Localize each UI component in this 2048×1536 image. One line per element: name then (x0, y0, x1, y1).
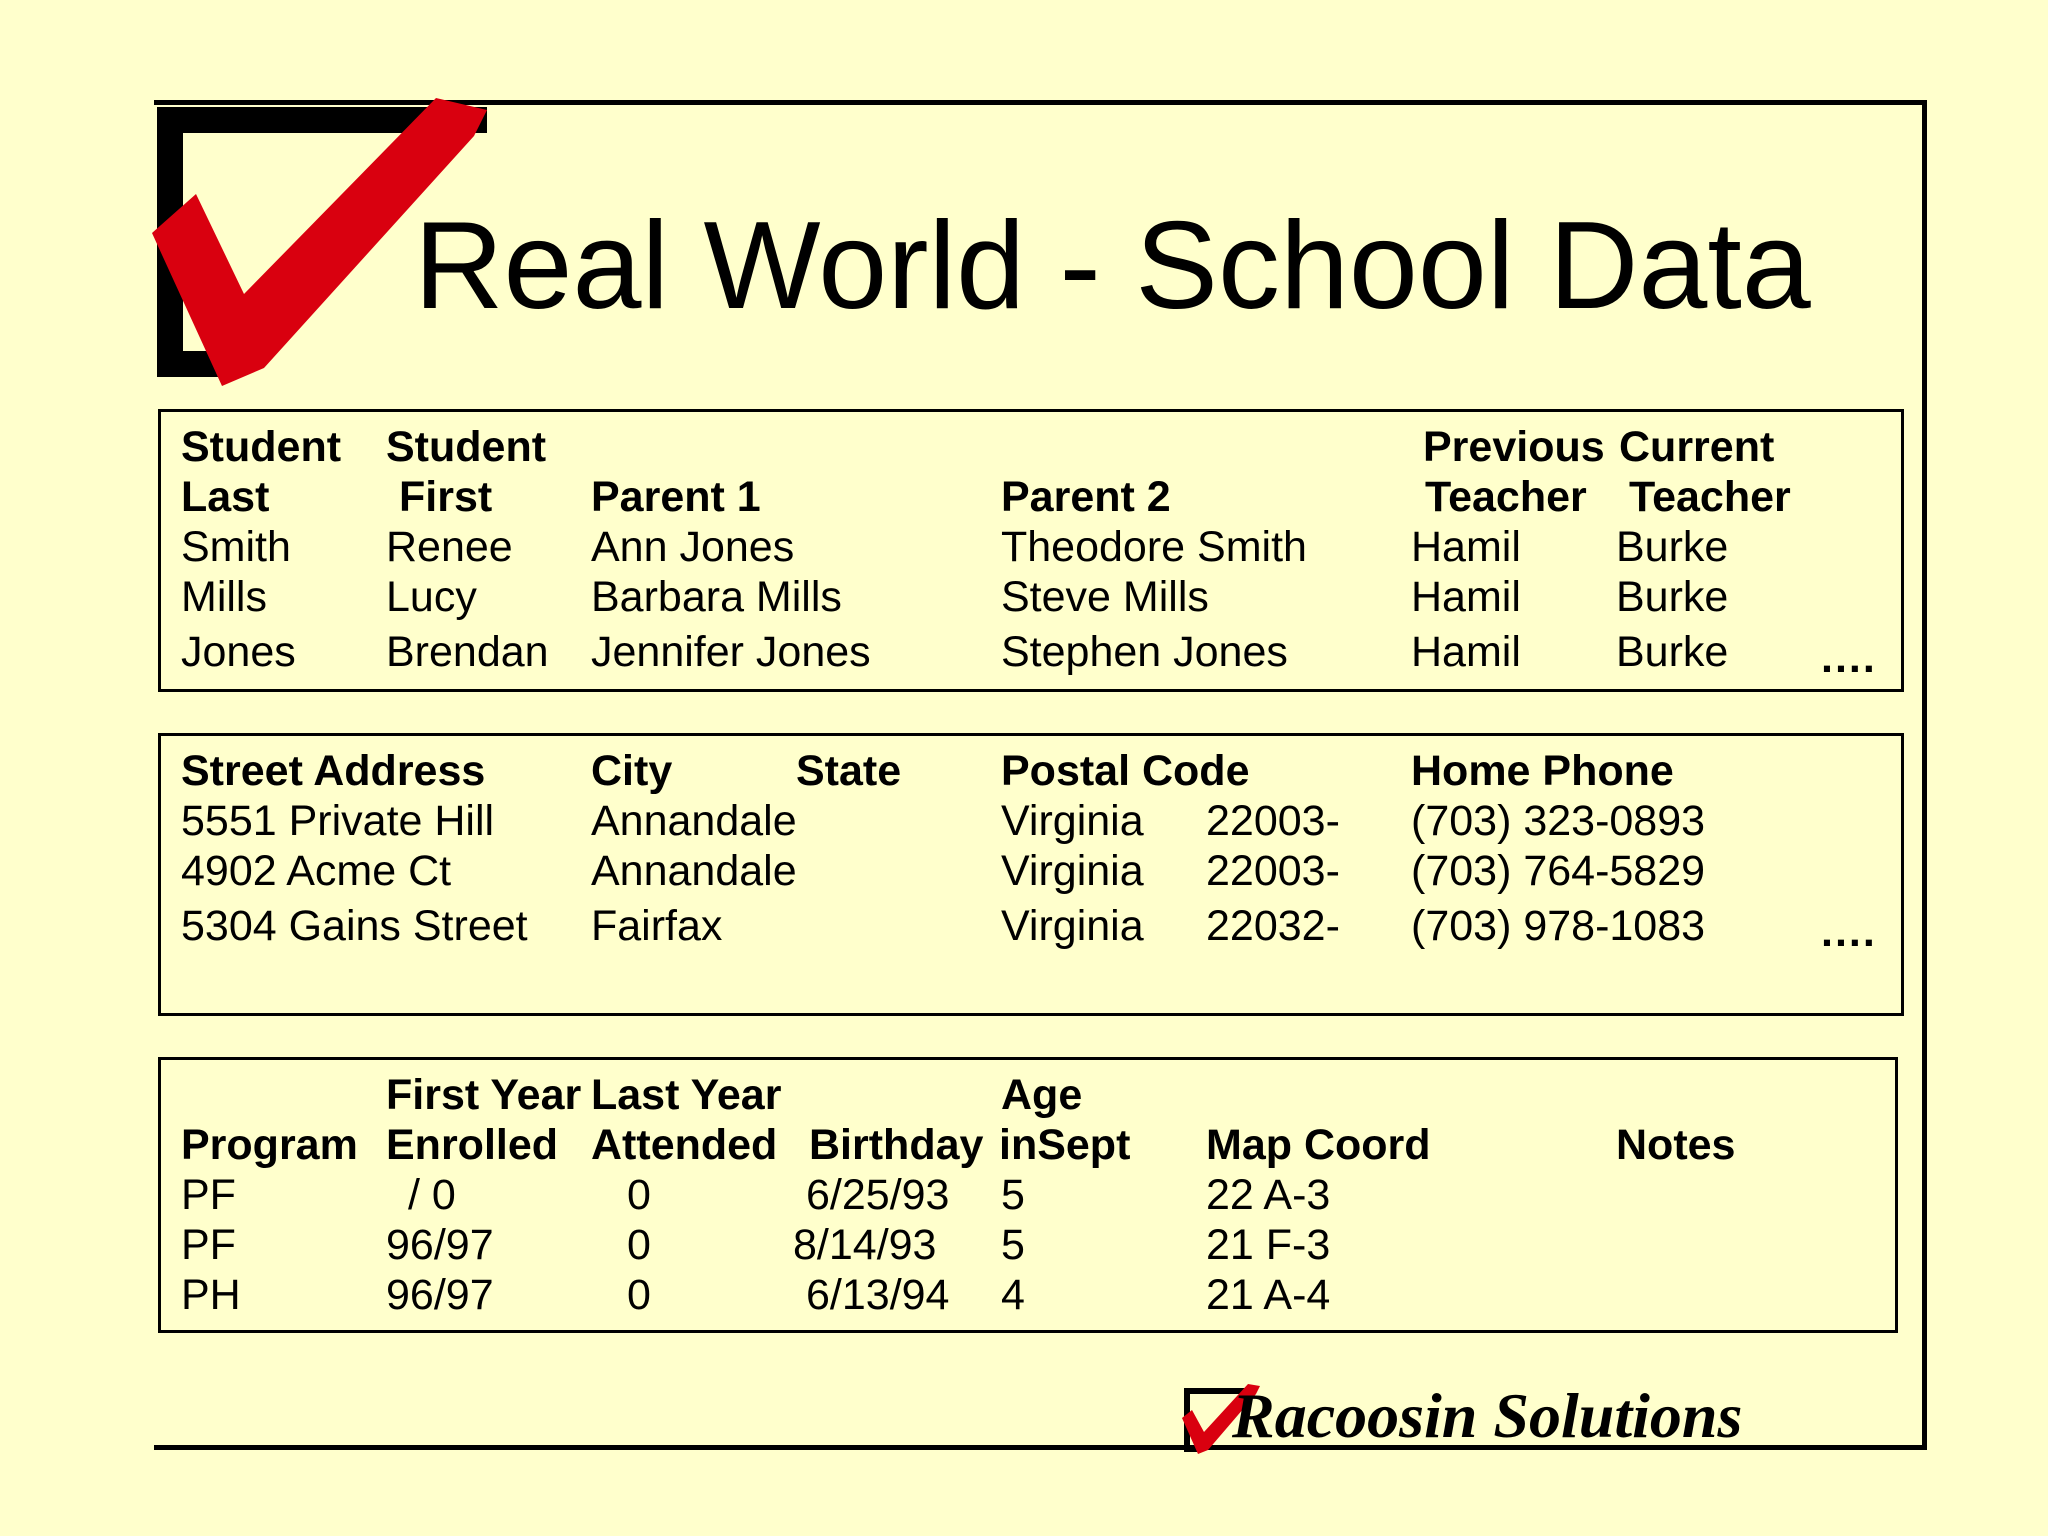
cell-birthday: 6/13/94 (806, 1271, 950, 1319)
cell-parent2: Stephen Jones (1001, 628, 1288, 676)
cell-prev-teacher: Hamil (1411, 573, 1521, 621)
cell-age: 5 (1001, 1221, 1025, 1269)
header-first-year-1: First Year (386, 1071, 582, 1119)
cell-street: 4902 Acme Ct (181, 847, 452, 895)
cell-enrolled: 96/97 (386, 1221, 494, 1269)
ellipsis: .... (1821, 634, 1877, 682)
cell-curr-teacher: Burke (1616, 628, 1729, 676)
company-logo (1182, 1378, 1782, 1458)
cell-map: 21 A-4 (1206, 1271, 1331, 1319)
header-parent1: Parent 1 (591, 473, 761, 521)
header-program: Program (181, 1121, 358, 1169)
cell-age: 5 (1001, 1171, 1025, 1219)
cell-birthday: 8/14/93 (793, 1221, 937, 1269)
header-student-first-2: First (399, 473, 493, 521)
program-panel (158, 1057, 1898, 1333)
cell-map: 22 A-3 (1206, 1171, 1331, 1219)
cell-age: 4 (1001, 1271, 1025, 1319)
cell-last: Jones (181, 628, 296, 676)
cell-last: Mills (181, 573, 267, 621)
student-panel (158, 409, 1904, 692)
cell-program: PF (181, 1221, 236, 1269)
cell-street: 5304 Gains Street (181, 902, 528, 950)
header-last-year-2: Attended (591, 1121, 778, 1169)
cell-program: PH (181, 1271, 241, 1319)
cell-postal: 22003- (1206, 847, 1340, 895)
cell-attended: 0 (627, 1221, 651, 1269)
header-first-year-2: Enrolled (386, 1121, 559, 1169)
cell-first: Lucy (386, 573, 477, 621)
header-prev-teacher-1: Previous (1423, 423, 1605, 471)
cell-first: Renee (386, 523, 513, 571)
cell-postal: 22032- (1206, 902, 1340, 950)
cell-curr-teacher: Burke (1616, 523, 1729, 571)
cell-phone: (703) 764-5829 (1411, 847, 1706, 895)
header-last-year-1: Last Year (591, 1071, 782, 1119)
header-curr-teacher-1: Current (1619, 423, 1775, 471)
cell-phone: (703) 978-1083 (1411, 902, 1706, 950)
cell-street: 5551 Private Hill (181, 797, 495, 845)
header-student-first-1: Student (386, 423, 547, 471)
cell-prev-teacher: Hamil (1411, 523, 1521, 571)
header-parent2: Parent 2 (1001, 473, 1171, 521)
cell-parent1: Jennifer Jones (591, 628, 871, 676)
cell-enrolled: 96/97 (386, 1271, 494, 1319)
cell-last: Smith (181, 523, 291, 571)
cell-prev-teacher: Hamil (1411, 628, 1521, 676)
cell-parent1: Ann Jones (591, 523, 795, 571)
header-phone: Home Phone (1411, 747, 1674, 795)
cell-postal: 22003- (1206, 797, 1340, 845)
cell-phone: (703) 323-0893 (1411, 797, 1706, 845)
header-map: Map Coord (1206, 1121, 1431, 1169)
cell-curr-teacher: Burke (1616, 573, 1729, 621)
cell-first: Brendan (386, 628, 549, 676)
header-birthday: Birthday (809, 1121, 984, 1169)
header-student-last-2: Last (181, 473, 270, 521)
cell-parent2: Theodore Smith (1001, 523, 1307, 571)
header-state: State (796, 747, 902, 795)
ellipsis: .... (1821, 908, 1877, 956)
cell-state: Virginia (1001, 797, 1144, 845)
page-title: Real World - School Data (414, 197, 1811, 335)
cell-enrolled: / 0 (408, 1171, 456, 1219)
cell-city: Fairfax (591, 902, 723, 950)
header-curr-teacher-2: Teacher (1629, 473, 1791, 521)
header-city: City (591, 747, 673, 795)
cell-map: 21 F-3 (1206, 1221, 1331, 1269)
header-street: Street Address (181, 747, 486, 795)
logo-text: Racoosin Solutions (1232, 1380, 1743, 1451)
cell-city: Annandale (591, 847, 797, 895)
cell-attended: 0 (627, 1171, 651, 1219)
cell-state: Virginia (1001, 847, 1144, 895)
cell-state: Virginia (1001, 902, 1144, 950)
header-notes: Notes (1616, 1121, 1736, 1169)
cell-program: PF (181, 1171, 236, 1219)
cell-birthday: 6/25/93 (806, 1171, 950, 1219)
cell-parent2: Steve Mills (1001, 573, 1209, 621)
header-postal: Postal Code (1001, 747, 1250, 795)
address-panel (158, 733, 1904, 1016)
cell-parent1: Barbara Mills (591, 573, 842, 621)
cell-attended: 0 (627, 1271, 651, 1319)
header-age-2: inSept (999, 1121, 1131, 1169)
header-age-1: Age (1001, 1071, 1083, 1119)
header-student-last-1: Student (181, 423, 342, 471)
header-prev-teacher-2: Teacher (1425, 473, 1587, 521)
cell-city: Annandale (591, 797, 797, 845)
